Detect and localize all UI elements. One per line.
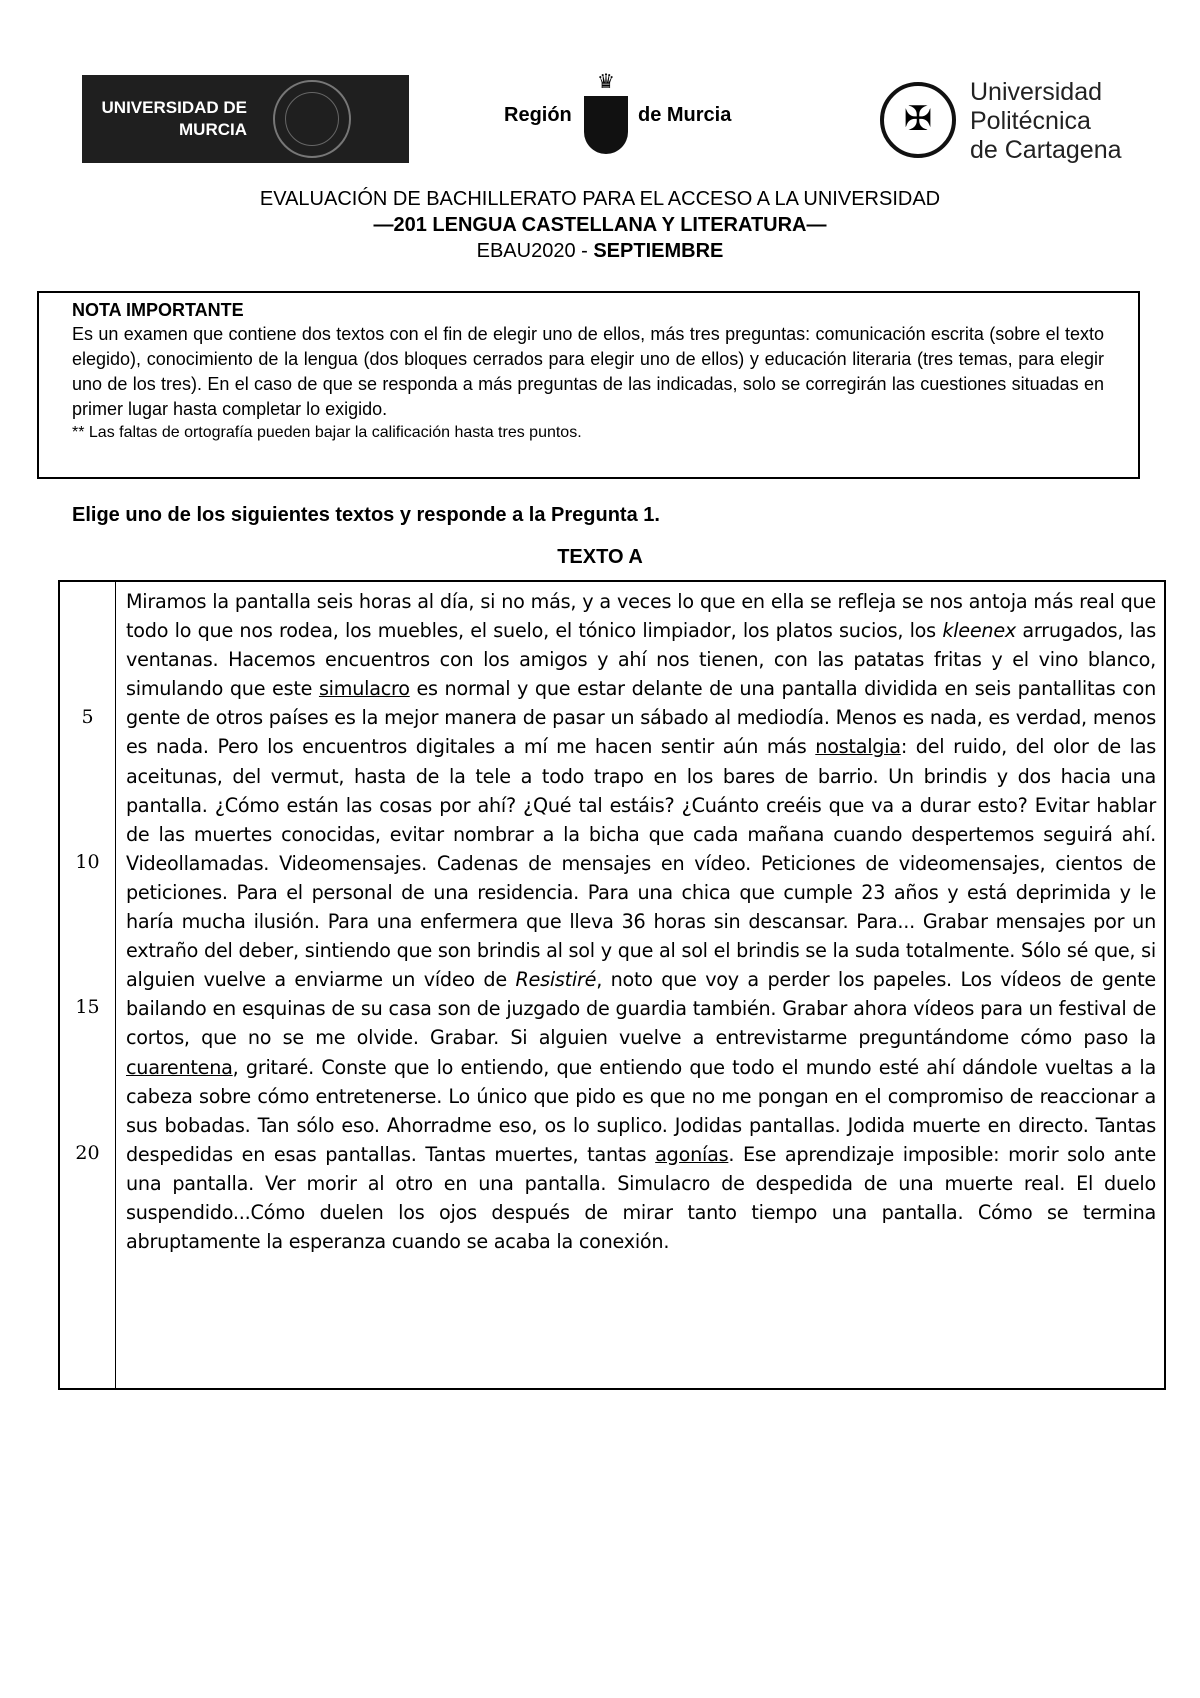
underlined-term: cuarentena (126, 1055, 233, 1079)
upct-logo-line1: Universidad (970, 78, 1103, 106)
passage-text (126, 587, 1156, 1256)
passage-segment: . Ese aprendizaje imposible: morir solo ante una pantalla. Ver morir al otro en una pantalla. Simulacro de despedida de una muerte real. El duelo suspendido...Cómo duelen los ojos después de mirar tanto tiempo una pantalla. Cómo se termina abruptamente la esperanza cuando se acaba la conexión. (126, 1142, 1157, 1254)
note-footnote: ** Las faltas de ortografía pueden bajar la calificación hasta tres puntos. (72, 424, 582, 441)
exam-subject: —201 LENGUA CASTELLANA Y LITERATURA— (373, 214, 827, 236)
passage-segment: es normal y que estar delante de una pantalla dividida en seis pantallitas con gente de otros países es la mejor manera de pasar un sábado al mediodía. Menos es nada, es verdad, menos es nada. Pero los encuentros digitales a mí me hacen sentir aún más (126, 677, 1157, 759)
passage-segment: Miramos la pantalla seis horas al día, si no más, y a veces lo que en ella se refleja se nos antoja más real que todo lo que nos rodea, los muebles, el suelo, el tónico limpiador, los platos sucios, los (126, 590, 1156, 643)
region-de-murcia-logo (500, 66, 750, 171)
upct-logo (880, 76, 1130, 168)
exam-session (0, 238, 1200, 264)
passage-segment: , gritaré. Conste que lo entiendo, que entiendo que todo el mundo esté ahí dándole vueltas a la cabeza sobre cómo entretenerse. Lo único que pido es que no me pongan en el compromiso de reaccionar a sus bobadas. Tan sólo eso. Ahorradme eso, os lo suplico. Jodidas pantallas. Jodida muerte en directo. Tantas despedidas en esas pantallas. Tantas muertes, tantas (126, 1055, 1156, 1166)
um-logo-line2: MURCIA (179, 120, 247, 139)
rm-logo-word2: de Murcia (638, 104, 732, 126)
upct-emblem-icon: ✠ (880, 82, 956, 158)
shield-icon (584, 96, 628, 154)
note-body: Es un examen que contiene dos textos con el fin de elegir uno de ellos, más tres preguntas: comunicación escrita (sobre el texto elegido), conocimiento de la lengua (dos bloques cerrados para elegir uno de ellos) y educación literaria (tres temas, para elegir uno de los tres). En el caso de que se responda a más preguntas de las indicadas, solo se corregirán las cuestiones situadas en primer lugar hasta completar lo exigido. (72, 324, 1104, 419)
line-number: 20 (75, 1142, 100, 1164)
italic-term: Resistiré (515, 968, 597, 992)
text-heading: TEXTO A (557, 546, 643, 568)
instruction: Elige uno de los siguientes textos y responde a la Pregunta 1. (72, 504, 660, 526)
universidad-de-murcia-logo (82, 75, 409, 163)
passage-segment: arrugados, las ventanas. Hacemos encuentros con los amigos y ahí nos tienen, con las patatas fritas y el vino blanco, simulando que este (126, 619, 1156, 701)
line-number: 5 (81, 706, 94, 728)
underlined-term: nostalgia (815, 735, 901, 759)
underlined-term: simulacro (318, 677, 410, 701)
note-title: NOTA IMPORTANTE (72, 300, 244, 320)
line-number-column (60, 582, 116, 1388)
passage-segment: , noto que voy a perder los papeles. Los vídeos de gente bailando en esquinas de su casa son de juzgado de guardia también. Grabar ahora vídeos para un festival de cortos, que no se me olvide. Grabar. Si alguien vuelve a entrevistarme preguntándome cómo paso la (126, 968, 1156, 1050)
rm-logo-word1: Región (504, 104, 572, 126)
upct-logo-line2: Politécnica (970, 107, 1091, 135)
exam-title: EVALUACIÓN DE BACHILLERATO PARA EL ACCESO A LA UNIVERSIDAD (259, 188, 941, 210)
underlined-term: agonías (655, 1142, 729, 1166)
um-logo-line1: UNIVERSIDAD DE (101, 98, 247, 117)
line-number: 15 (75, 996, 100, 1018)
italic-term: kleenex (942, 619, 1016, 643)
upct-logo-line3: de Cartagena (970, 136, 1122, 164)
important-note-box (37, 291, 1140, 479)
exam-session-prefix: EBAU2020 - (476, 240, 594, 262)
logos-header (0, 66, 1200, 171)
exam-session-month: SEPTIEMBRE (593, 240, 724, 262)
line-number: 10 (75, 851, 100, 873)
passage-segment: : del ruido, del olor de las aceitunas, del vermut, hasta de la tele a todo trapo en los bares de barrio. Un brindis y dos hacia una pantalla. ¿Cómo están las cosas por ahí? ¿Qué tal estáis? ¿Cuánto creéis que va a durar esto? Evitar hablar de las muertes conocidas, evitar nombrar a la bicha que cada mañana cuando despertemos seguirá ahí. Videollamadas. Videomensajes. Cadenas de mensajes en vídeo. Peticiones de videomensajes, cientos de peticiones. Para el personal de una residencia. Para una chica que cumple 23 años y está deprimida y le haría mucha ilusión. Para una enfermera que lleva 36 horas sin descansar. Para... Grabar mensajes por un extraño del deber, sintiendo que son brindis al sol y que al sol el brindis se la suda totalmente. Sólo sé que, si alguien vuelve a enviarme un vídeo de (126, 735, 1156, 992)
um-seal-icon (273, 80, 351, 158)
crown-icon: ♛ (597, 71, 615, 93)
text-a-box (58, 580, 1166, 1390)
